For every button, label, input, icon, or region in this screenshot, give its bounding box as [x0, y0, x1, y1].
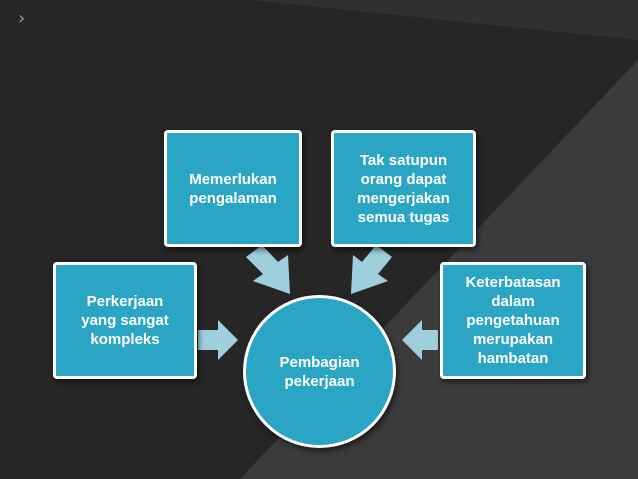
node-memerlukan-label: Memerlukan pengalaman [189, 170, 277, 207]
node-perkerjaan [53, 262, 197, 379]
center-node [243, 295, 396, 448]
node-tak-satupun [331, 130, 476, 247]
node-keterbatasan-label: Keterbatasan dalam pengetahuan merupakan hambatan [465, 274, 561, 367]
arrow-top-left [246, 245, 290, 294]
node-perkerjaan-label: Perkerjaan yang sangat kompleks [81, 293, 169, 348]
node-tak-satupun-label: Tak satupun orang dapat mengerjakan semua tugas [357, 151, 450, 226]
arrow-top-right [351, 245, 392, 294]
node-keterbatasan [440, 262, 586, 379]
node-memerlukan [164, 130, 302, 247]
center-node-label: Pembagian pekerjaan [279, 353, 360, 390]
slide-mark-icon: › [18, 8, 26, 29]
arrow-left [198, 320, 238, 360]
arrow-right [402, 320, 438, 360]
